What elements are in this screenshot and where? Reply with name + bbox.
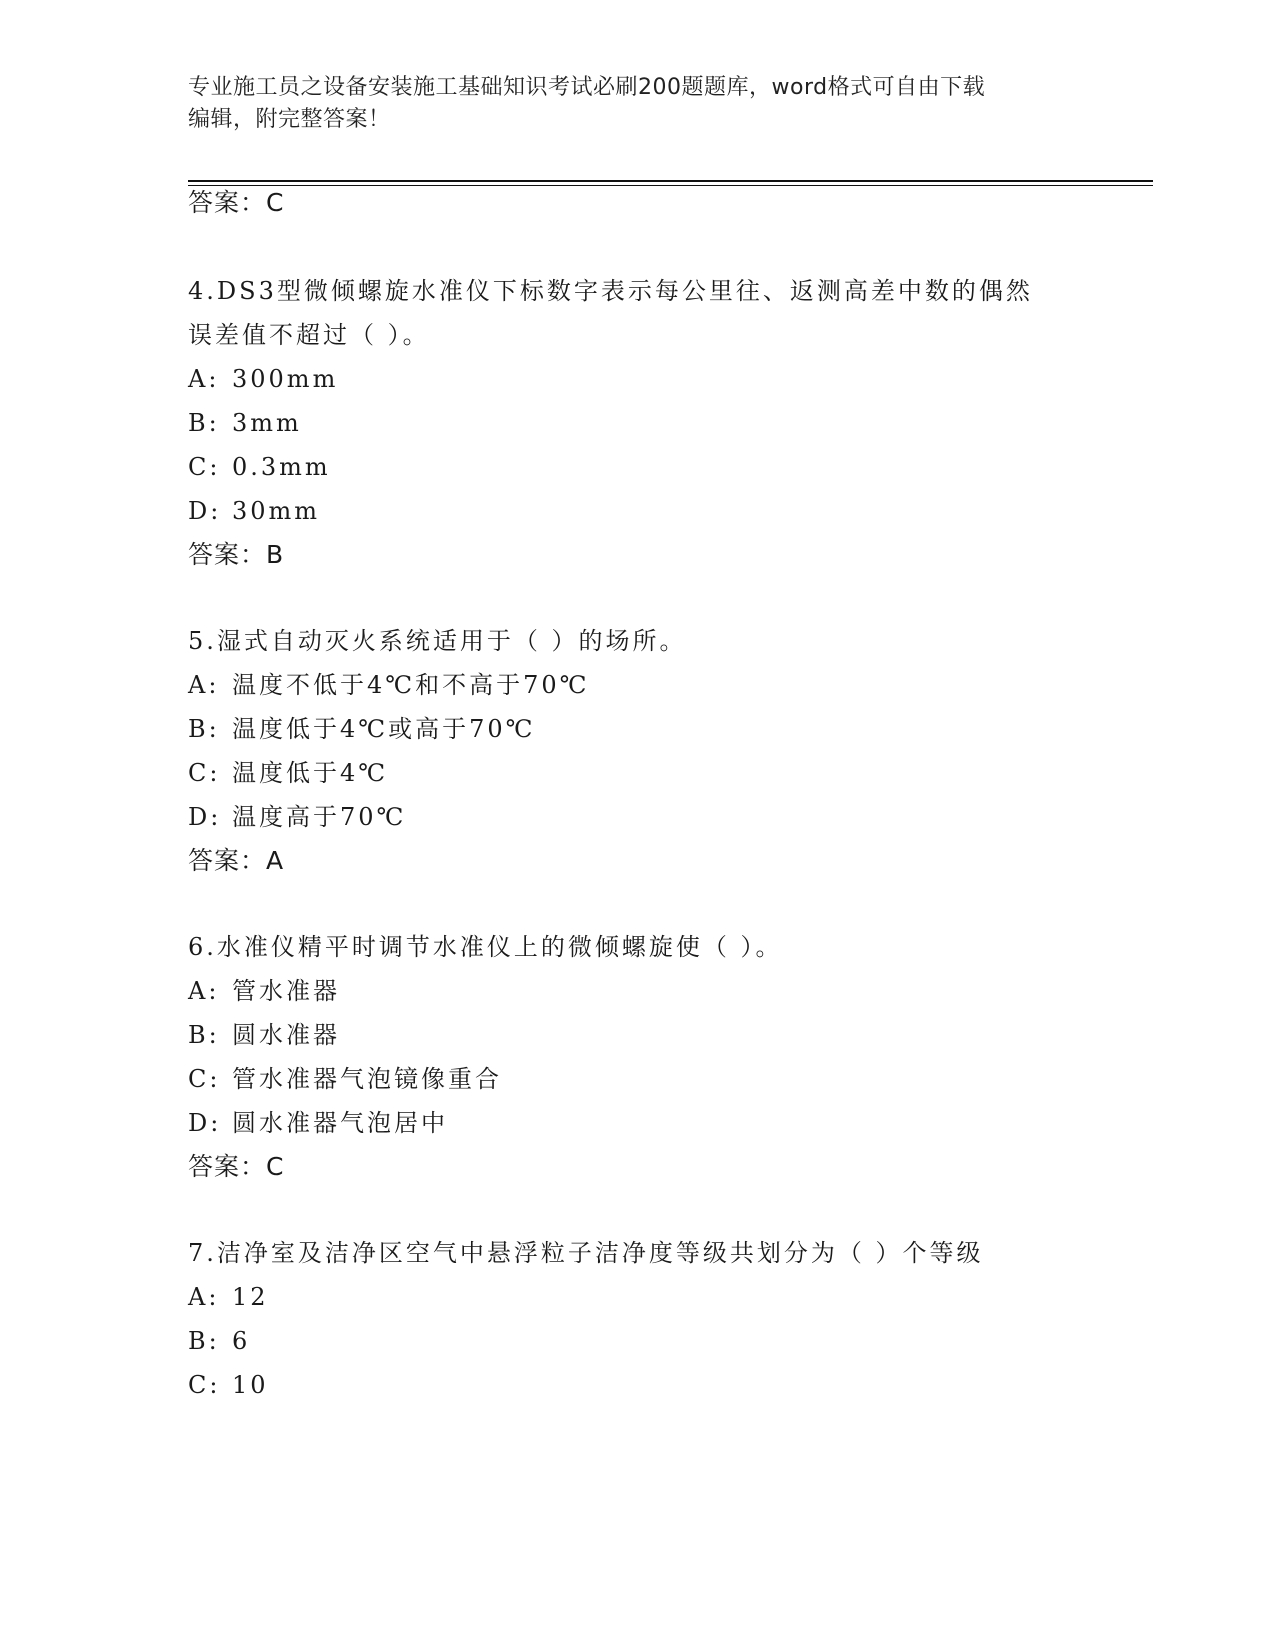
option-d bbox=[188, 1106, 448, 1140]
option-a bbox=[188, 974, 340, 1008]
option-text: 温度高于70℃ bbox=[232, 803, 407, 831]
option-b bbox=[188, 406, 302, 440]
option-text: 温度低于4℃或高于70℃ bbox=[232, 715, 536, 743]
option-b bbox=[188, 1018, 340, 1052]
answer: 答案：C bbox=[188, 1152, 285, 1181]
option-text: 0.3mm bbox=[232, 453, 331, 481]
option-text: 温度低于4℃ bbox=[232, 759, 389, 787]
question-stem: 6.水准仪精平时调节水准仪上的微倾螺旋使（ ）。 bbox=[188, 933, 783, 961]
option-key: D: bbox=[188, 1109, 222, 1137]
option-d bbox=[188, 494, 320, 528]
answer: 答案：A bbox=[188, 846, 285, 875]
option-key: C: bbox=[188, 453, 221, 481]
option-text: 温度不低于4℃和不高于70℃ bbox=[232, 671, 590, 699]
option-key: B: bbox=[188, 1021, 220, 1049]
option-text: 3mm bbox=[232, 409, 302, 437]
option-key: C: bbox=[188, 1371, 221, 1399]
option-key: B: bbox=[188, 715, 220, 743]
header-line-1: 专业施工员之设备安装施工基础知识考试必刷200题题库，word格式可自由下载 bbox=[188, 75, 986, 100]
header-line-2: 编辑，附完整答案！ bbox=[188, 107, 391, 132]
option-b bbox=[188, 712, 536, 746]
option-key: C: bbox=[188, 1065, 221, 1093]
option-text: 管水准器气泡镜像重合 bbox=[232, 1065, 502, 1093]
option-key: A: bbox=[188, 977, 220, 1005]
document-header bbox=[188, 72, 1088, 136]
option-c bbox=[188, 1062, 502, 1096]
option-text: 圆水准器气泡居中 bbox=[232, 1109, 448, 1137]
header-rule bbox=[188, 180, 1153, 182]
option-d bbox=[188, 800, 406, 834]
option-key: D: bbox=[188, 497, 222, 525]
option-key: A: bbox=[188, 671, 220, 699]
option-text: 30mm bbox=[232, 497, 321, 525]
option-c bbox=[188, 756, 388, 790]
option-key: B: bbox=[188, 1327, 220, 1355]
option-key: A: bbox=[188, 1283, 220, 1311]
answer: 答案：B bbox=[188, 540, 285, 569]
header-rule-secondary bbox=[188, 185, 1153, 186]
option-text: 300mm bbox=[232, 365, 339, 393]
answer-prev: 答案：C bbox=[188, 188, 285, 217]
question-stem: 5.湿式自动灭火系统适用于（ ）的场所。 bbox=[188, 627, 687, 655]
option-text: 6 bbox=[232, 1327, 251, 1355]
option-key: A: bbox=[188, 365, 220, 393]
option-key: B: bbox=[188, 409, 220, 437]
option-text: 10 bbox=[232, 1371, 269, 1399]
question-stem-continued: 误差值不超过（ ）。 bbox=[188, 321, 430, 349]
option-text: 12 bbox=[232, 1283, 269, 1311]
option-text: 管水准器 bbox=[232, 977, 340, 1005]
option-a bbox=[188, 362, 338, 396]
option-a bbox=[188, 668, 590, 702]
option-a bbox=[188, 1280, 269, 1314]
option-c bbox=[188, 1368, 269, 1402]
question-stem: 4.DS3型微倾螺旋水准仪下标数字表示每公里往、返测高差中数的偶然 bbox=[188, 277, 1033, 305]
question-stem: 7.洁净室及洁净区空气中悬浮粒子洁净度等级共划分为（ ）个等级 bbox=[188, 1239, 984, 1267]
option-c bbox=[188, 450, 331, 484]
option-key: D: bbox=[188, 803, 222, 831]
option-b bbox=[188, 1324, 250, 1358]
option-key: C: bbox=[188, 759, 221, 787]
option-text: 圆水准器 bbox=[232, 1021, 340, 1049]
